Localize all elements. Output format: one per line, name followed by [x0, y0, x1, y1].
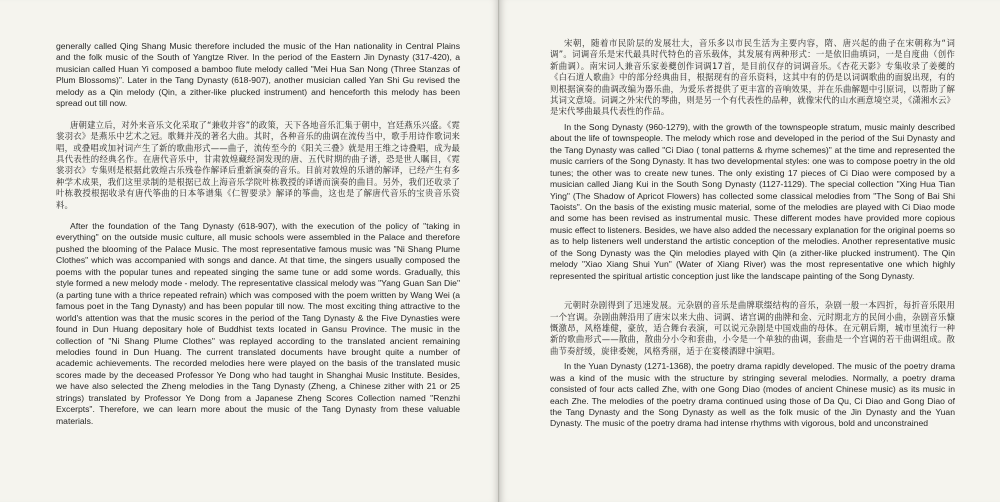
- paragraph-qing-shang-music: generally called Qing Shang Music therefore included the music of the Han nationality in Central Plains and the folk music of the South of Yangtze River. In the period of the Eastern Jin Dynasty (317-420), a musician called Huan Yi composed a bamboo flute melody called "Mei Hua San Nong (Three Stanzas of Plum Blossoms)". Later in the Tang Dynasty (618-907), another musician called Yan Shi Gu revised the melody as a Qin melody (Qin, a zither-like plucked instrument) and henceforth this melody has been spread out till now.: [56, 41, 460, 109]
- paragraph-song-dynasty-chinese: 宋朝，随着市民阶层的发展壮大，音乐多以市民生活为主要内容，隋、唐兴起的曲子在宋朝称为“词调”。词调音乐是宋代最具时代特色的音乐载体，其发展有两种形式：一是依旧曲填词，一是自度曲（创作新曲调）。南宋词人兼音乐家姜夔创作词调17首，是目前仅存的词调音乐。《杏花天影》专集收录了姜夔的《白石道人歌曲》中的部分经典曲目，根据现有的音乐资料，这其中有的仍是以词调歌曲的面貌出现，有的则根据演奏的曲调改编为器乐曲，为爱乐者提供了更丰富的音响效果，并在乐曲解题中引原词，以帮助了解其词文意境。词调之外宋代的琴曲，则是另一个有代表性的品种，就像宋代的山水画意境空灵，《潇湘水云》是宋代琴曲最具代表性的作品。: [550, 38, 956, 117]
- paragraph-yuan-dynasty-english: In the Yuan Dynasty (1271-1368), the poetry drama rapidly developed. The music of the poetry drama was a kind of the music with the structure by stringing several melodies. Normally, a poetry drama consisted of four acts called Zhe, with one Gong Diao (modes of ancient Chinese music) as its music in each Zhe. The melodies of the poetry drama continued using those of Da Qu, Ci Diao and Gong Diao of the Tang Dynasty and the Song Dynasty as well as the folk music of the Jin Dynasty and the Yuan Dynasty. The music of the poetry drama had intense rhythms with vigorous, bold and unconstrained: [550, 361, 955, 429]
- right-page: [500, 0, 1000, 502]
- paragraph-song-dynasty-english: In the Song Dynasty (960-1279), with the growth of the townspeople stratum, music mainly described about the life of townspeople. The melody which rose and developed in the period of the Sui Dynasty and the Tang Dynasty was called "Ci Diao ( tonal patterns & rhyme schemes)" at the time and represented the music carriers of the Song Dynasty. It has two developmental styles: one was to compose poetry in the old tunes; the other was to create new tunes. The only existing 17 pieces of Ci Diao were composed by a musician called Jiang Kui in the South Song Dynasty (1127-1129). The special collection "Xing Hua Tian Ying" (The Shadow of Apricot Flowers) has collected some classical melodies from "The Song of Bai Shi Taoists". On the basis of the existing music material, some of the melodies are played with Ci Diao mode and some has been revised as instrumental music. These different modes have provided more copious music effect to listeners. Besides, we have also added the necessary explanation for the original poems so as to help listeners well understand the artistic conception of the melodies. Another representative music of the Song Dynasty was the Qin melodies played with Qin (a zither-like plucked instrument). The Qin melody "Xiao Xiang Shui Yun" (Water of Xiang River) was the most representative one which highly represented the spiritual artistic conception just like the landscape painting of the Song Dynasty.: [550, 121, 955, 281]
- paragraph-tang-dynasty-english: After the foundation of the Tang Dynasty (618-907), with the execution of the policy of "taking in everything" on the outside music culture, all music schools were assembled in the Palace and therefore pushed the blooming of the Palace Music. The most representative famous music was "Ni Shang Plume Clothes" which was accompanied with songs and dance. At that time, the singers usually composed the poems with the popular tunes and repeated singing the same tune or add some words. Gradually, this style formed a new melody mode - melody. The representative classical melody was "Yang Guan San Die" (a parting tune with a thrice repeated refrain) which was composed with the poem written by Wang Wei (a famous poet in the Tang Dynasty) and has been popular till now. The most exciting thing attractive to the world's attention was that the music scores in the period of the Tang Dynasty & the Five Dynasties were found in Dun Huang depositary hole of Buddhist texts located in Gansu Province. The music in the collection of "Ni Shang Plume Clothes" was replayed according to the translated ancient remaining melodies found in Dun Huang. The current translated documents have brought quite a number of academic achievements. The recorded melodies here were played on the basis of the translated music scores made by the deceased Professor Ye Dong who had taught in Shanghai Music Institute. Besides, we have also selected the Zheng melodies in the Tang Dynasty (Zheng, a Chinese zither with 21 or 25 strings) translated by Professor Ye Dong from a Japanese Zheng Scores Collection named "Renzhi Excerpts". Therefore, we can learn more about the music of the Tang Dynasty from these valuable materials.: [56, 220, 460, 426]
- right-text-column: [550, 38, 955, 430]
- paragraph-tang-dynasty-chinese: 唐朝建立后，对外来音乐文化采取了“兼收并容”的政策，天下各地音乐汇集于朝中，宫廷燕乐兴盛。《霓裳羽衣》是燕乐中艺术之冠。歌舞并茂的著名大曲。其时，各种音乐的曲调在流传当中，歌手用诗作歌词来唱，或叠唱或加衬词产生了新的歌曲形式——曲子，流传至今的《阳关三叠》就是用王维之诗叠唱，成为最具代表性的经典名作。在唐代音乐中，甘肃敦煌藏经洞发现的唐、五代时期的曲子谱，恐是世人瞩目，《霓裳羽衣》专集则是根据此敦煌古乐残卷作解译后重新演奏的音乐。目前对敦煌的乐谱的解译，已经产生有多种学术成果，我们这里录制的是根据已故上海音乐学院叶栋教授的译谱而演奏的曲目。另外，我们还收录了叶栋教授根据收录有唐代筝曲的日本筝谱集《仁智要录》解译的筝曲，这也是了解唐代音乐的宝贵音乐资料。: [56, 119, 460, 210]
- left-page: [0, 0, 499, 502]
- paragraph-yuan-dynasty-chinese: 元朝时杂剧得到了迅速发展。元杂剧的音乐是曲牌联缀结构的音乐，杂剧一般一本四折，每折音乐限用一个宫调。杂剧曲牌沿用了唐宋以来大曲、词调、诸宫调的曲牌和金、元时期北方的民间小曲，杂剧音乐慷慨激昂，风格雄健，豪放，适合舞台表演，可以说元杂剧是中国戏曲的母体。在元朝后期，城市里流行一种新的歌曲形式——散曲，散曲分小令和套曲，小令是一个单独的曲调，套曲是一个宫调的若干曲调组成。散曲节奏舒缓，旋律委婉，风格秀丽，适于在宴楼酒肆中演唱。: [550, 300, 955, 356]
- left-text-column: [56, 41, 460, 427]
